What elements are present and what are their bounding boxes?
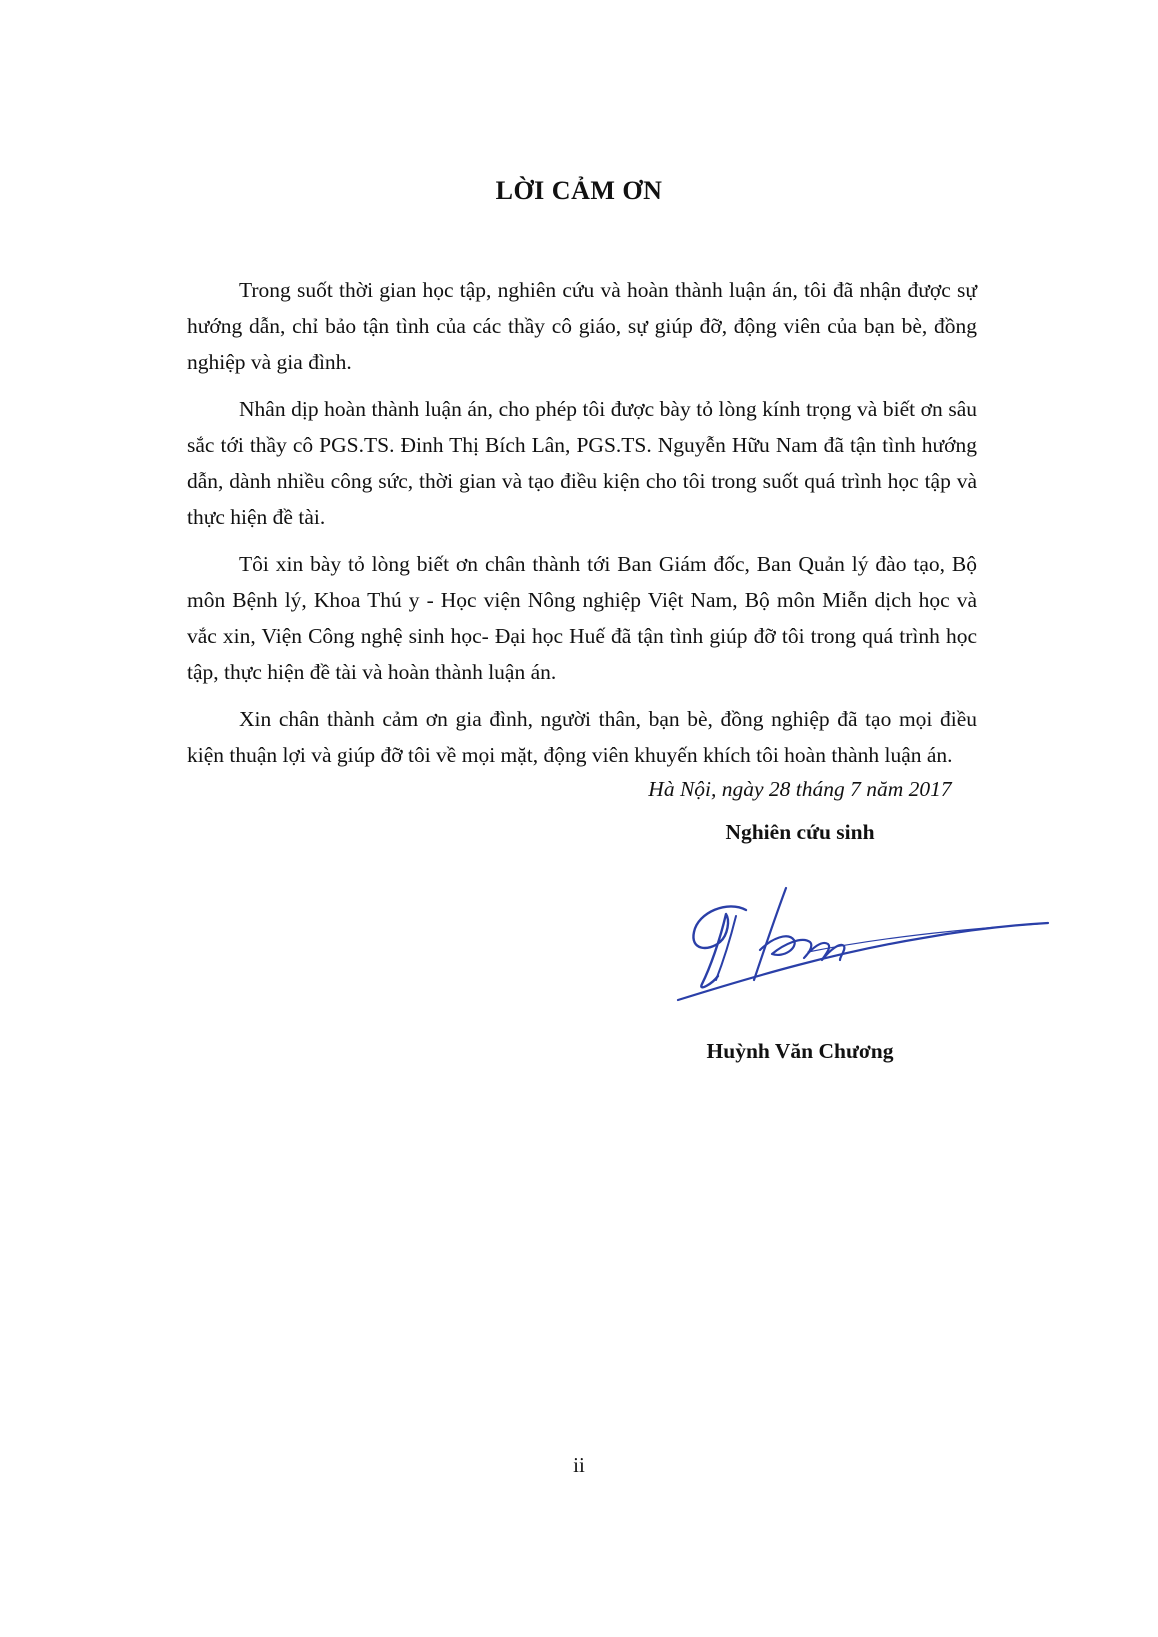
paragraph: Nhân dịp hoàn thành luận án, cho phép tôi được bày tỏ lòng kính trọng và biết ơn sâu sắc tới thầy cô PGS.TS. Đinh Thị Bích Lân, PGS.TS. Nguyễn Hữu Nam đã tận tình hướng dẫn, dành nhiều công sức, thời gian và tạo điều kiện cho tôi trong suốt quá trình học tập và thực hiện đề tài. <box>187 397 977 529</box>
paragraph: Tôi xin bày tỏ lòng biết ơn chân thành tới Ban Giám đốc, Ban Quản lý đào tạo, Bộ môn Bệnh lý, Khoa Thú y - Học viện Nông nghiệp Việt Nam, Bộ môn Miễn dịch học và vắc xin, Viện Công nghệ sinh học- Đại học Huế đã tận tình giúp đỡ tôi trong quá trình học tập, thực hiện đề tài và hoàn thành luận án. <box>187 552 977 684</box>
paragraph: Xin chân thành cảm ơn gia đình, người thân, bạn bè, đồng nghiệp đã tạo mọi điều kiện thuận lợi và giúp đỡ tôi về mọi mặt, động viên khuyến khích tôi hoàn thành luận án. <box>187 707 977 767</box>
signer-role: Nghiên cứu sinh <box>725 820 875 844</box>
handwritten-signature <box>668 880 1053 1010</box>
acknowledgement-body <box>187 272 977 784</box>
page-title: LỜI CẢM ƠN <box>495 176 663 205</box>
page-number: ii <box>573 1453 585 1477</box>
signer-name: Huỳnh Văn Chương <box>706 1039 894 1063</box>
paragraph: Trong suốt thời gian học tập, nghiên cứu và hoàn thành luận án, tôi đã nhận được sự hướng dẫn, chỉ bảo tận tình của các thầy cô giáo, sự giúp đỡ, động viên của bạn bè, đồng nghiệp và gia đình. <box>187 278 977 374</box>
place-date: Hà Nội, ngày 28 tháng 7 năm 2017 <box>648 777 952 801</box>
